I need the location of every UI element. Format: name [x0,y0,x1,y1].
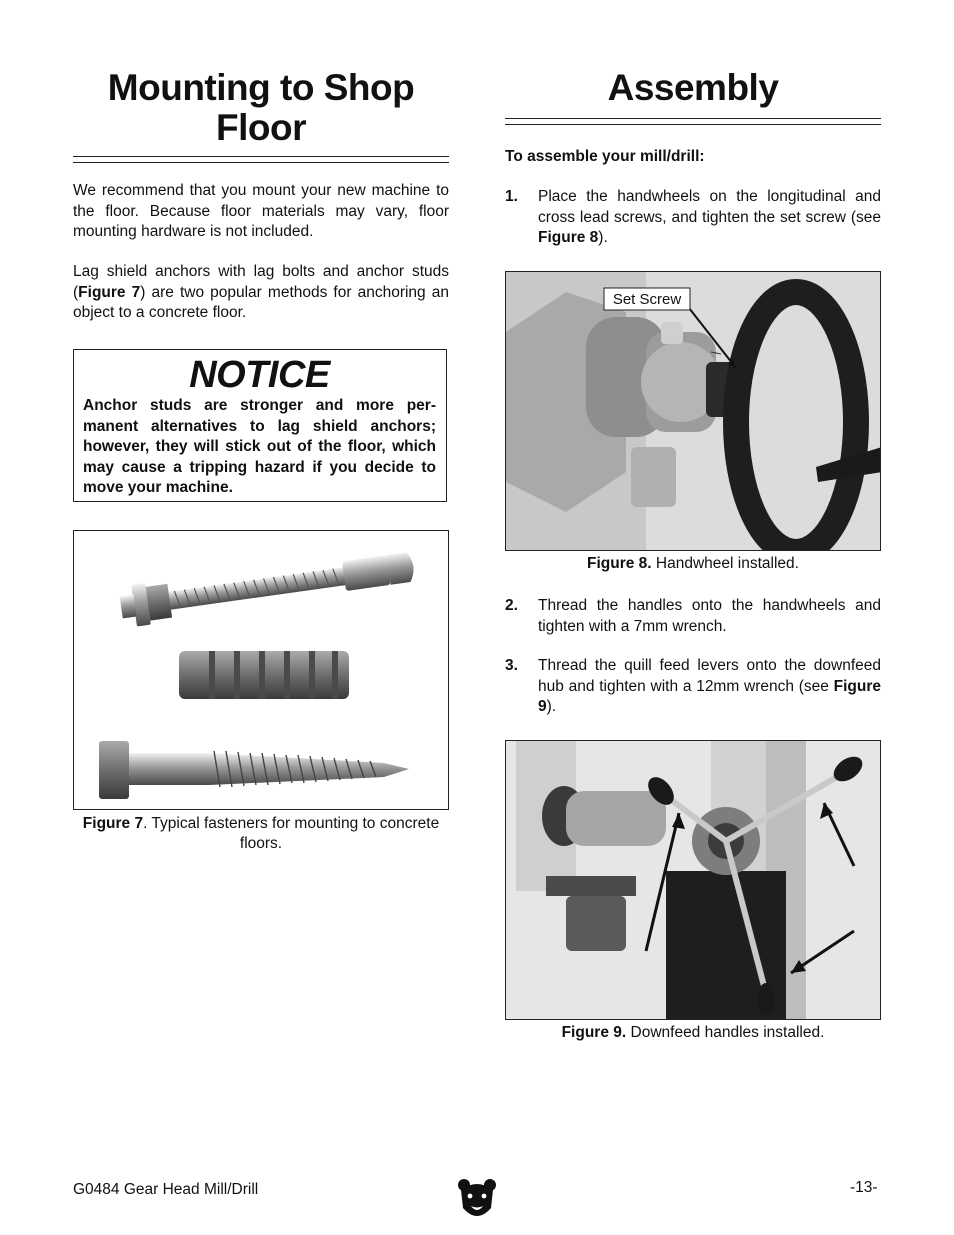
step-1-number: 1. [505,188,518,205]
step-2-text: Thread the handles onto the handwheels and tighten with a 7mm wrench. [538,597,881,635]
step-3-number: 3. [505,657,518,674]
right-column [505,67,881,1041]
figure-9-caption [505,1023,881,1043]
set-screw-callout: Set Screw [612,291,682,308]
section-title-mounting: Mounting to Shop Floor [107,67,415,148]
figure-9-label: Figure 9. [561,1024,627,1041]
assembly-intro: To assemble your mill/drill: [505,148,705,165]
figure-7-reference: Figure 7 [78,283,141,301]
figure-8-label: Figure 8. [587,555,652,572]
para2-pre: Lag shield anchors with lag bolts and anchor studs ( [73,263,449,301]
bear-head-logo-icon [457,1178,497,1222]
para2-post: ) are two popular methods for anchoring an object to a concrete floor. [73,283,449,321]
step-1-post: ). [598,229,608,246]
figure-8-caption [505,554,881,574]
assembly-title-rule [505,118,881,125]
figure-7-label: Figure 7 [82,815,144,832]
step-3-text [538,656,881,718]
figure-8-photo [505,271,881,551]
title-rule [73,156,449,163]
notice-title: NOTICE [189,354,330,396]
figure-7-caption [73,814,449,854]
section-title-assembly: Assembly [607,67,779,108]
figure-8-caption-text: Handwheel installed. [651,555,799,572]
footer-model: G0484 Gear Head Mill/Drill [73,1181,259,1198]
figure-7-caption-text: . Typical fasteners for mounting to concrete floors. [143,815,440,852]
figure-9-caption-text: Downfeed handles installed. [626,1024,825,1041]
left-column [73,67,449,852]
step-1 [505,187,881,249]
handwheel-illustration [506,272,881,551]
mounting-paragraph-2 [73,262,449,324]
figure-7-photo [73,530,449,810]
step-2 [505,596,881,637]
mounting-paragraph-1: We recommend that you mount your new machine to the floor. Because floor materials may vary, floor mounting hardware is not included. [73,182,449,240]
step-1-pre: Place the handwheels on the longitudinal and cross lead screws, and tighten the set screw (see [538,188,881,226]
step-3 [505,656,881,718]
step-3-pre: Thread the quill feed levers onto the downfeed hub and tighten with a 12mm wrench (see [538,657,881,695]
footer-page-number: -13- [850,1179,878,1196]
notice-text: Anchor studs are stronger and more per-manent alternatives to lag shield anchors; however, they will stick out of the floor, which may cause a tripping hazard if you decide to move your machine. [83,397,436,496]
anchor-stud [118,546,416,629]
figure-9-photo [505,740,881,1020]
step-3-post: ). [546,698,557,715]
step-2-number: 2. [505,597,518,614]
lag-bolt [99,741,409,799]
figure-9-reference: Figure 9 [538,677,881,715]
step-1-text [538,187,881,249]
downfeed-illustration [506,741,881,1020]
notice-box [73,349,447,502]
lag-shield [179,651,349,699]
fastener-illustration [74,531,449,810]
figure-8-reference: Figure 8 [538,229,599,246]
